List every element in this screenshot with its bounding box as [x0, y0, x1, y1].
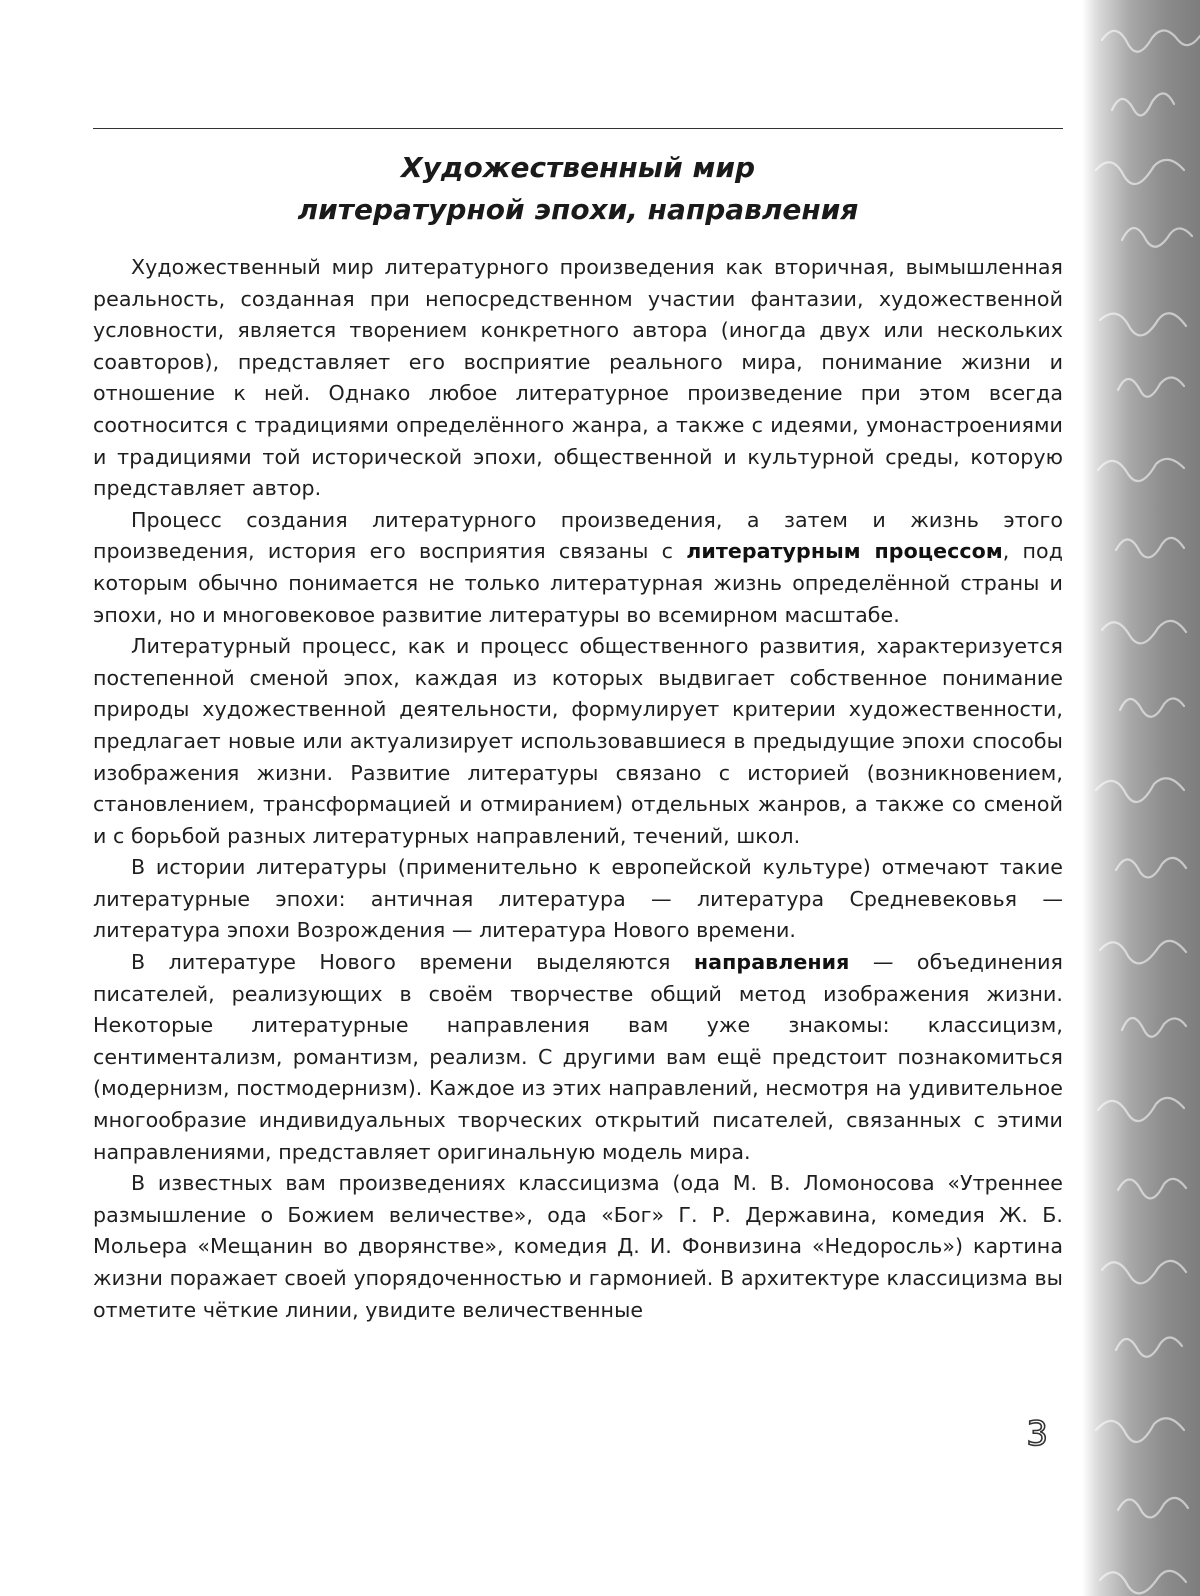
page-number: 3 [1026, 1414, 1048, 1454]
paragraph-5 [93, 947, 1063, 1168]
paragraph-1 [93, 252, 1063, 505]
paragraph-text: В известных вам произведениях классицизма (ода М. В. Ломоносова «Утреннее размышление о Божием величестве», ода «Бог» Г. Р. Державина, комедия Ж. Б. Мольера «Мещанин во дворянстве», комедия Д. И. Фонвизина «Недоросль») картина жизни поражает своей упорядоченностью и гармонией. В архитектуре классицизма вы отметите чёткие линии, увидите величественные [93, 1171, 1063, 1322]
paragraph-3 [93, 631, 1063, 852]
paragraph-text: В литературе Нового времени выделяются [131, 950, 694, 975]
paragraph-6 [93, 1168, 1063, 1326]
term-literary-process: литературным процессом [686, 539, 1003, 564]
paragraph-2 [93, 505, 1063, 631]
paragraph-text: Литературный процесс, как и процесс общественного развития, характеризуется постепенной сменой эпох, каждая из которых выдвигает собственное понимание природы художественной деятельности, формулирует критерии художественности, предлагает новые или актуализирует использовавшиеся в предыдущие эпохи способы изображения жизни. Развитие литературы связано с историей (возникновением, становлением, трансформацией и отмиранием) отдельных жанров, а также со сменой и с борьбой разных литературных направлений, течений, школ. [93, 634, 1063, 848]
term-directions: направления [693, 950, 850, 975]
paragraph-text: В истории литературы (применительно к европейской культуре) отмечают такие литературные эпохи: античная литература — литература Средневековья — литература эпохи Возрождения — литература Нового времени. [93, 855, 1063, 943]
paragraph-4 [93, 852, 1063, 947]
paragraph-text: Художественный мир литературного произведения как вторичная, вымышленная реальность, созданная при непосредственном участии фантазии, художественной условности, является творением конкретного автора (иногда двух или нескольких соавторов), представляет его восприятие реального мира, понимание жизни и отношение к ней. Однако любое литературное произведение при этом всегда соотносится с традициями определённого жанра, а также с идеями, умонастроениями и традициями той исторической эпохи, общественной и культурной среды, которую представляет автор. [93, 255, 1063, 501]
body-text [93, 252, 1063, 1326]
paragraph-text: Процесс создания литературного произведения, а затем и жизнь этого произведения, история его восприятия связаны с [93, 507, 1063, 564]
page-title-line-1: Художественный мир [400, 151, 755, 184]
paragraph-text: , под которым обычно понимается не только литературная жизнь определённой страны и эпохи, но и многовековое развитие литературы во всемирном масштабе. [93, 539, 1063, 627]
page-title [93, 147, 1063, 231]
header-rule [93, 128, 1063, 129]
handwriting-decoration-strip [1082, 0, 1200, 1596]
page-title-line-2: литературной эпохи, направления [297, 193, 859, 226]
handwriting-decoration-icon [1082, 0, 1200, 1596]
paragraph-text: — объединения писателей, реализующих в своём творчестве общий метод изображения жизни. Некоторые литературные направления вам уже знакомы: классицизм, сентиментализм, романтизм, реализм. С другими вам ещё предстоит познакомиться (модернизм, постмодернизм). Каждое из этих направлений, несмотря на удивительное многообразие индивидуальных творческих открытий писателей, связанных с этими направлениями, представляет оригинальную модель мира. [93, 950, 1063, 1164]
